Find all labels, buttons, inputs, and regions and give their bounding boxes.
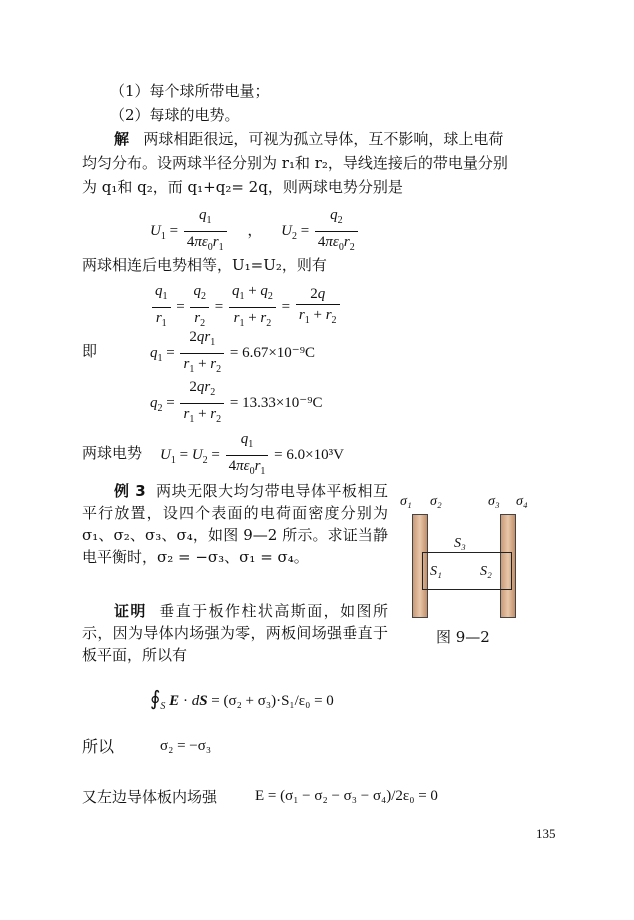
therefore-label: 所以 — [82, 737, 115, 756]
proof-label: 证明 — [114, 602, 147, 620]
s2-label: S₂ — [480, 564, 492, 579]
left-plate-equation: E = (σ₁ − σ₂ − σ₃ − σ₄)/2ε₀ = 0 — [255, 788, 438, 804]
equation-q1: $q_1$ = $\frac{2qr_1}{r_1 + r_2}$ = 6.67×10⁻⁹C — [150, 329, 315, 375]
solution-label: 解 — [114, 130, 130, 148]
left-plate-label: 又左边导体板内场强 — [82, 788, 218, 806]
equation-gauss: $∮_S$ E · dS = (σ₂ + σ₃)·S₁/ε₀ = 0 — [150, 688, 334, 712]
gauss-rhs: = (σ₂ + σ₃)·S₁/ε₀ = 0 — [211, 693, 334, 709]
solution-text-1: 两球相距很远，可视为孤立导体，互不影响，球上电荷 — [143, 130, 504, 148]
equation-q2: $q_2$ = $\frac{2qr_2}{r_1 + r_2}$ = 13.33×10⁻⁹C — [150, 379, 323, 425]
ji-label: 即 — [82, 342, 98, 360]
figure-caption: 图 9—2 — [436, 628, 490, 646]
example-text: 两块无限大均匀带电导体平板相互平行放置，设四个表面的电荷面密度分别为σ₁、σ₂、σ₃、σ₄，如图 9—2 所示。求证当静电平衡时，σ₂ = −σ₃、σ₁ = σ₄。 — [82, 482, 388, 566]
sigma1-label: σ₁ — [400, 494, 412, 509]
example-paragraph — [82, 480, 388, 568]
page-number: 135 — [536, 826, 556, 841]
connect-line: 两球相连后电势相等，U₁=U₂，则有 — [82, 256, 327, 274]
equation-u1-u2: $U_1$ = $\frac{q_1}{4\pi\varepsilon_0r_1}$ ， $U_2$ = $\frac{q_2}{4\pi\varepsilon_0r_2}$ — [150, 206, 360, 257]
solution-line-3: 为 q₁和 q₂，而 q₁+q₂= 2q，则两球电势分别是 — [82, 178, 403, 196]
question-item-2: （2）每球的电势。 — [110, 106, 240, 124]
therefore-equation: σ₂ = −σ₃ — [160, 738, 212, 754]
sigma4-label: σ₄ — [516, 494, 528, 509]
potential-value: = 6.0×10³V — [274, 446, 344, 463]
equation-potential: $U_1 = U_2$ = $\frac{q_1}{4\pi\varepsilon_0r_1}$ = 6.0×10³V — [160, 431, 344, 477]
potential-label: 两球电势 — [82, 444, 143, 462]
equation-ratio: $\frac{q_1}{r_1}$ = $\frac{q_2}{r_2}$ = $\frac{q_1 + q_2}{r_1 + r_2}$ = $\frac{2q}{r_1 + r_2}$ — [150, 282, 342, 333]
proof-paragraph — [82, 600, 388, 666]
question-item-1: （1）每个球所带电量； — [110, 82, 270, 100]
sigma3-label: σ₃ — [488, 494, 500, 509]
example-label: 例 3 — [114, 482, 146, 500]
q2-value: = 13.33×10⁻⁹C — [229, 394, 323, 411]
s1-label: S₁ — [430, 564, 442, 579]
q1-value: = 6.67×10⁻⁹C — [229, 344, 315, 361]
solution-line-1 — [114, 128, 503, 150]
s3-label: S₃ — [454, 536, 466, 551]
proof-text: 垂直于板作柱状高斯面，如图所示，因为导体内场强为零，两板间场强垂直于板平面，所以有 — [82, 602, 388, 664]
sigma2-label: σ₂ — [430, 494, 442, 509]
solution-line-2: 均匀分布。设两球半径分别为 r₁和 r₂，导线连接后的带电量分别 — [82, 154, 508, 172]
